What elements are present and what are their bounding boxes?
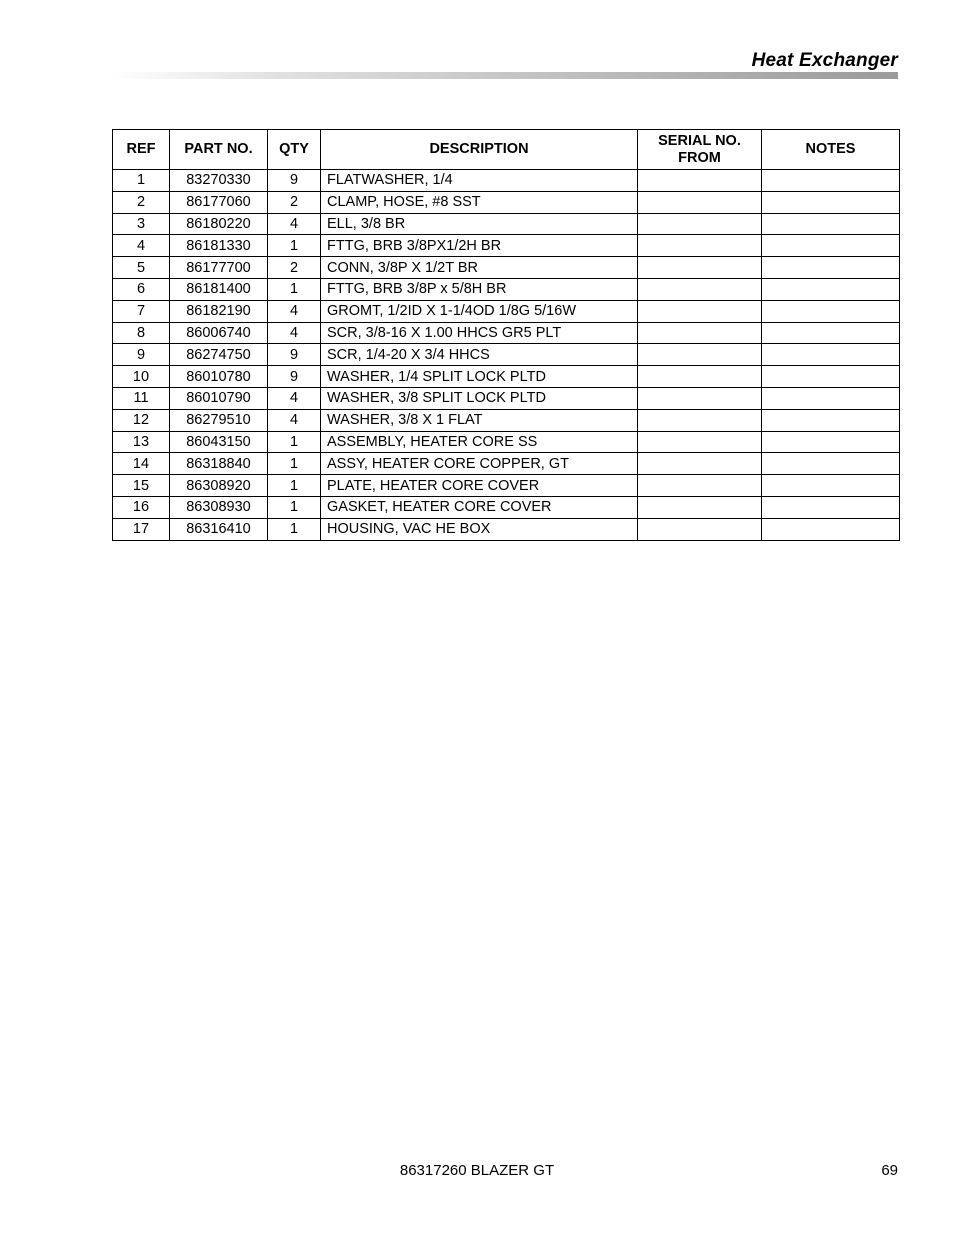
footer-page-number: 69 xyxy=(881,1162,898,1179)
cell-ref: 4 xyxy=(113,235,170,257)
cell-notes xyxy=(762,409,900,431)
cell-notes xyxy=(762,278,900,300)
cell-notes xyxy=(762,475,900,497)
cell-serial xyxy=(638,170,762,192)
cell-qty: 9 xyxy=(268,170,321,192)
table-row xyxy=(113,300,900,322)
cell-notes xyxy=(762,300,900,322)
cell-notes xyxy=(762,453,900,475)
cell-qty: 1 xyxy=(268,278,321,300)
cell-ref: 14 xyxy=(113,453,170,475)
table-header-row xyxy=(113,130,900,170)
cell-part-no: 86308930 xyxy=(170,496,268,518)
cell-notes xyxy=(762,344,900,366)
column-header-ref: REF xyxy=(113,130,170,170)
cell-description: GROMT, 1/2ID X 1-1/4OD 1/8G 5/16W xyxy=(321,300,638,322)
cell-ref: 15 xyxy=(113,475,170,497)
cell-ref: 17 xyxy=(113,518,170,540)
table-row xyxy=(113,518,900,540)
cell-serial xyxy=(638,257,762,279)
cell-notes xyxy=(762,387,900,409)
cell-ref: 8 xyxy=(113,322,170,344)
cell-part-no: 86180220 xyxy=(170,213,268,235)
cell-description: ELL, 3/8 BR xyxy=(321,213,638,235)
cell-description: WASHER, 1/4 SPLIT LOCK PLTD xyxy=(321,366,638,388)
cell-description: HOUSING, VAC HE BOX xyxy=(321,518,638,540)
cell-notes xyxy=(762,257,900,279)
cell-part-no: 86308920 xyxy=(170,475,268,497)
cell-serial xyxy=(638,431,762,453)
cell-serial xyxy=(638,191,762,213)
column-header-notes: NOTES xyxy=(762,130,900,170)
cell-description: FLATWASHER, 1/4 xyxy=(321,170,638,192)
cell-notes xyxy=(762,431,900,453)
cell-serial xyxy=(638,475,762,497)
cell-qty: 1 xyxy=(268,475,321,497)
cell-serial xyxy=(638,213,762,235)
cell-part-no: 83270330 xyxy=(170,170,268,192)
cell-part-no: 86318840 xyxy=(170,453,268,475)
column-header-serial-no-from: SERIAL NO. FROM xyxy=(638,130,762,170)
cell-notes xyxy=(762,518,900,540)
table-row xyxy=(113,235,900,257)
cell-qty: 4 xyxy=(268,387,321,409)
cell-part-no: 86010790 xyxy=(170,387,268,409)
table-row xyxy=(113,496,900,518)
cell-serial xyxy=(638,278,762,300)
cell-notes xyxy=(762,366,900,388)
cell-serial xyxy=(638,366,762,388)
cell-qty: 1 xyxy=(268,518,321,540)
page-title: Heat Exchanger xyxy=(751,50,898,71)
cell-notes xyxy=(762,235,900,257)
cell-qty: 4 xyxy=(268,322,321,344)
table-row xyxy=(113,366,900,388)
cell-serial xyxy=(638,453,762,475)
table-row xyxy=(113,191,900,213)
cell-ref: 9 xyxy=(113,344,170,366)
cell-ref: 12 xyxy=(113,409,170,431)
cell-part-no: 86274750 xyxy=(170,344,268,366)
cell-ref: 6 xyxy=(113,278,170,300)
cell-description: CLAMP, HOSE, #8 SST xyxy=(321,191,638,213)
table-row xyxy=(113,322,900,344)
cell-part-no: 86010780 xyxy=(170,366,268,388)
cell-notes xyxy=(762,496,900,518)
cell-description: CONN, 3/8P X 1/2T BR xyxy=(321,257,638,279)
column-header-part-no: PART NO. xyxy=(170,130,268,170)
cell-serial xyxy=(638,387,762,409)
cell-ref: 10 xyxy=(113,366,170,388)
table-row xyxy=(113,170,900,192)
cell-part-no: 86177700 xyxy=(170,257,268,279)
cell-part-no: 86177060 xyxy=(170,191,268,213)
table-row xyxy=(113,387,900,409)
cell-serial xyxy=(638,518,762,540)
column-header-description: DESCRIPTION xyxy=(321,130,638,170)
table-row xyxy=(113,257,900,279)
cell-notes xyxy=(762,191,900,213)
table-row xyxy=(113,213,900,235)
cell-description: FTTG, BRB 3/8P x 5/8H BR xyxy=(321,278,638,300)
cell-qty: 4 xyxy=(268,213,321,235)
cell-part-no: 86006740 xyxy=(170,322,268,344)
cell-ref: 7 xyxy=(113,300,170,322)
footer-document-id: 86317260 BLAZER GT xyxy=(399,1162,555,1179)
cell-qty: 9 xyxy=(268,366,321,388)
cell-serial xyxy=(638,344,762,366)
cell-ref: 13 xyxy=(113,431,170,453)
cell-description: WASHER, 3/8 SPLIT LOCK PLTD xyxy=(321,387,638,409)
cell-description: FTTG, BRB 3/8PX1/2H BR xyxy=(321,235,638,257)
table-row xyxy=(113,344,900,366)
cell-part-no: 86181400 xyxy=(170,278,268,300)
cell-qty: 1 xyxy=(268,453,321,475)
cell-ref: 11 xyxy=(113,387,170,409)
cell-part-no: 86279510 xyxy=(170,409,268,431)
cell-ref: 1 xyxy=(113,170,170,192)
cell-serial xyxy=(638,322,762,344)
cell-description: PLATE, HEATER CORE COVER xyxy=(321,475,638,497)
cell-qty: 2 xyxy=(268,257,321,279)
cell-part-no: 86316410 xyxy=(170,518,268,540)
cell-serial xyxy=(638,496,762,518)
cell-part-no: 86043150 xyxy=(170,431,268,453)
cell-notes xyxy=(762,213,900,235)
cell-serial xyxy=(638,409,762,431)
table-row xyxy=(113,431,900,453)
cell-qty: 1 xyxy=(268,235,321,257)
cell-qty: 4 xyxy=(268,409,321,431)
table-row xyxy=(113,453,900,475)
cell-serial xyxy=(638,235,762,257)
cell-qty: 2 xyxy=(268,191,321,213)
cell-description: ASSY, HEATER CORE COPPER, GT xyxy=(321,453,638,475)
cell-ref: 16 xyxy=(113,496,170,518)
cell-notes xyxy=(762,170,900,192)
cell-ref: 5 xyxy=(113,257,170,279)
cell-ref: 2 xyxy=(113,191,170,213)
cell-ref: 3 xyxy=(113,213,170,235)
column-header-qty: QTY xyxy=(268,130,321,170)
cell-description: WASHER, 3/8 X 1 FLAT xyxy=(321,409,638,431)
cell-description: SCR, 1/4-20 X 3/4 HHCS xyxy=(321,344,638,366)
header-rule xyxy=(112,72,898,79)
cell-qty: 1 xyxy=(268,431,321,453)
table-row xyxy=(113,475,900,497)
parts-table xyxy=(112,129,900,541)
cell-notes xyxy=(762,322,900,344)
cell-qty: 9 xyxy=(268,344,321,366)
cell-part-no: 86182190 xyxy=(170,300,268,322)
cell-serial xyxy=(638,300,762,322)
cell-description: GASKET, HEATER CORE COVER xyxy=(321,496,638,518)
cell-description: SCR, 3/8-16 X 1.00 HHCS GR5 PLT xyxy=(321,322,638,344)
cell-part-no: 86181330 xyxy=(170,235,268,257)
cell-description: ASSEMBLY, HEATER CORE SS xyxy=(321,431,638,453)
cell-qty: 4 xyxy=(268,300,321,322)
table-row xyxy=(113,278,900,300)
cell-qty: 1 xyxy=(268,496,321,518)
table-row xyxy=(113,409,900,431)
